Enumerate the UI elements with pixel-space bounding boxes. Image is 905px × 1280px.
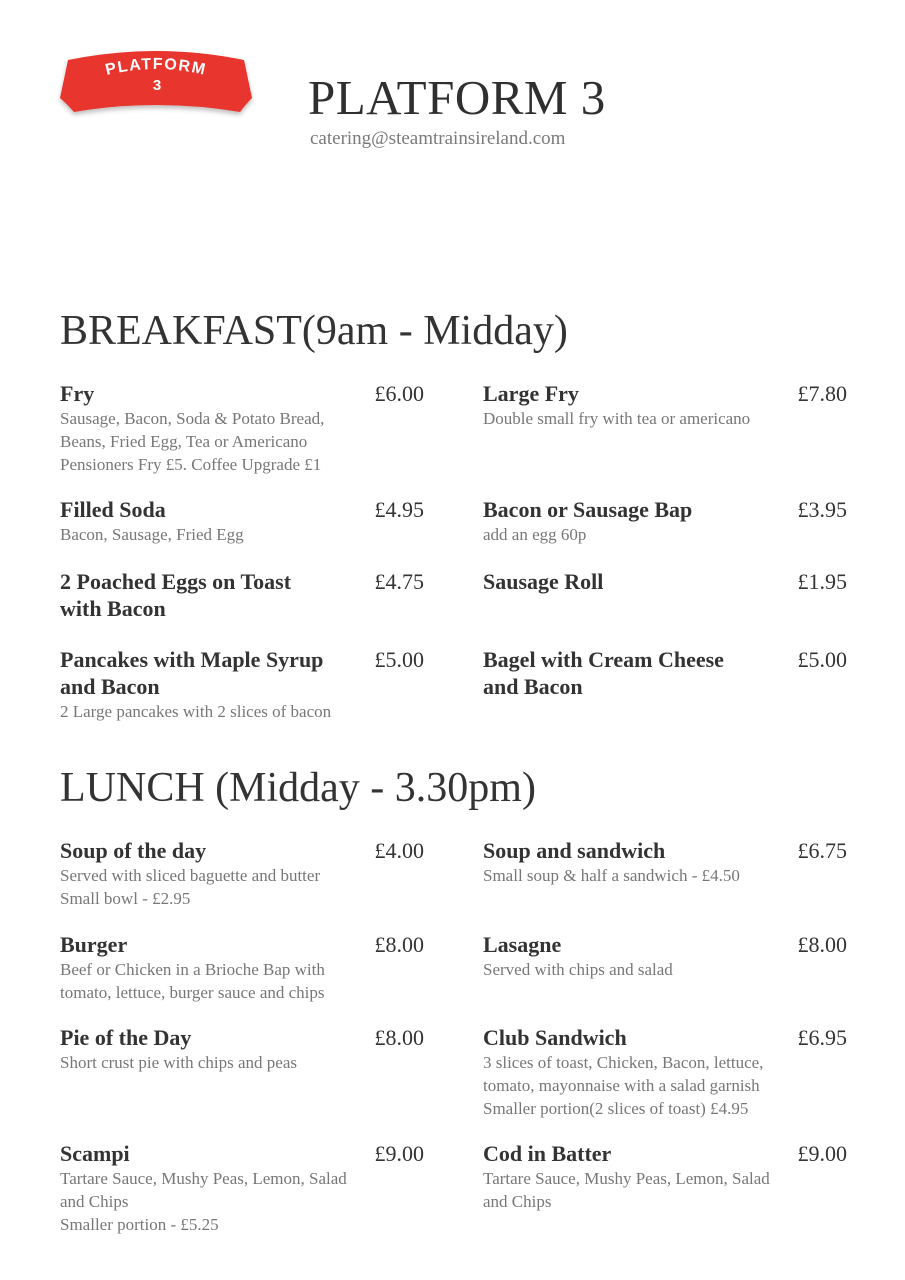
menu-item-price: £4.00 bbox=[374, 838, 424, 863]
menu-item-name: Pancakes with Maple Syrup and Bacon bbox=[60, 647, 324, 699]
menu-item-price: £6.95 bbox=[797, 1025, 847, 1050]
menu-item bbox=[60, 1024, 424, 1074]
menu-item-price: £9.00 bbox=[374, 1141, 424, 1166]
menu-item-description: and Chips bbox=[60, 1192, 129, 1211]
menu-item-price: £8.00 bbox=[374, 932, 424, 957]
menu-item-name: Filled Soda bbox=[60, 497, 166, 522]
page-title: PLATFORM 3 bbox=[308, 70, 606, 125]
menu-item-name: Soup and sandwich bbox=[483, 838, 666, 863]
menu-item-name: Fry bbox=[60, 381, 95, 406]
menu-item-description: Smaller portion - £5.25 bbox=[60, 1215, 219, 1234]
menu-item-name: Pie of the Day bbox=[60, 1025, 192, 1050]
svg-text:3: 3 bbox=[152, 77, 162, 94]
breakfast-heading: BREAKFAST(9am - Midday) bbox=[60, 308, 568, 354]
menu-item-price: £3.95 bbox=[797, 497, 847, 522]
menu-item-name: Lasagne bbox=[483, 932, 562, 957]
menu-item bbox=[60, 568, 424, 622]
menu-item-description: Smaller portion(2 slices of toast) £4.95 bbox=[483, 1099, 749, 1118]
svg-text:PLATFORM: PLATFORM bbox=[103, 55, 209, 79]
menu-item-description: Tartare Sauce, Mushy Peas, Lemon, Salad bbox=[483, 1169, 770, 1188]
contact-email: catering@steamtrainsireland.com bbox=[310, 128, 566, 149]
menu-item-name: 2 Poached Eggs on Toast with Bacon bbox=[60, 569, 292, 621]
menu-item-description: Tartare Sauce, Mushy Peas, Lemon, Salad bbox=[60, 1169, 347, 1188]
menu-item-description: and Chips bbox=[483, 1192, 552, 1211]
menu-item-description: add an egg 60p bbox=[483, 525, 587, 544]
menu-item-description: tomato, mayonnaise with a salad garnish bbox=[483, 1076, 760, 1095]
menu-item bbox=[483, 380, 847, 430]
menu-item-description: 3 slices of toast, Chicken, Bacon, lettuce, bbox=[483, 1053, 764, 1072]
menu-item-description: Beef or Chicken in a Brioche Bap with bbox=[60, 960, 325, 979]
menu-item-price: £6.00 bbox=[374, 381, 424, 406]
menu-item-price: £8.00 bbox=[797, 932, 847, 957]
menu-item-name: Cod in Batter bbox=[483, 1141, 612, 1166]
menu-item bbox=[60, 931, 424, 1004]
menu-item-description: Served with sliced baguette and butter bbox=[60, 866, 321, 885]
menu-item-name: Soup of the day bbox=[60, 838, 207, 863]
menu-item-price: £8.00 bbox=[374, 1025, 424, 1050]
menu-item bbox=[483, 931, 847, 981]
menu-item-description: 2 Large pancakes with 2 slices of bacon bbox=[60, 702, 332, 721]
menu-item-price: £4.95 bbox=[374, 497, 424, 522]
menu-item-description: Bacon, Sausage, Fried Egg bbox=[60, 525, 244, 544]
menu-item-price: £9.00 bbox=[797, 1141, 847, 1166]
logo-badge-icon bbox=[58, 46, 254, 124]
lunch-heading: LUNCH (Midday - 3.30pm) bbox=[60, 765, 536, 811]
menu-item-name: Scampi bbox=[60, 1141, 130, 1166]
menu-item-description: Served with chips and salad bbox=[483, 960, 673, 979]
menu-item-description: Double small fry with tea or americano bbox=[483, 409, 751, 428]
menu-item bbox=[483, 1024, 847, 1120]
menu-item-name: Bacon or Sausage Bap bbox=[483, 497, 693, 522]
menu-item-name: Bagel with Cream Cheese and Bacon bbox=[483, 647, 724, 699]
menu-item-name: Burger bbox=[60, 932, 128, 957]
menu-item-name: Large Fry bbox=[483, 381, 579, 406]
platform-3-logo bbox=[58, 46, 254, 124]
menu-item bbox=[483, 568, 847, 595]
menu-item-price: £7.80 bbox=[797, 381, 847, 406]
menu-item-description: Sausage, Bacon, Soda & Potato Bread, bbox=[60, 409, 325, 428]
menu-item-price: £1.95 bbox=[797, 569, 847, 594]
menu-item bbox=[60, 496, 424, 546]
menu-item-description: Pensioners Fry £5. Coffee Upgrade £1 bbox=[60, 455, 322, 474]
menu-item bbox=[483, 496, 847, 546]
menu-item bbox=[60, 837, 424, 910]
menu-item-description: Beans, Fried Egg, Tea or Americano bbox=[60, 432, 308, 451]
menu-item-price: £5.00 bbox=[797, 647, 847, 672]
menu-item bbox=[60, 1140, 424, 1236]
menu-item-price: £6.75 bbox=[797, 838, 847, 863]
menu-item bbox=[483, 837, 847, 887]
menu-item-name: Sausage Roll bbox=[483, 569, 604, 594]
menu-item bbox=[483, 1140, 847, 1213]
menu-item-name: Club Sandwich bbox=[483, 1025, 627, 1050]
menu-item-description: Small bowl - £2.95 bbox=[60, 889, 191, 908]
menu-item-price: £4.75 bbox=[374, 569, 424, 594]
menu-item bbox=[483, 646, 847, 700]
menu-item-description: tomato, lettuce, burger sauce and chips bbox=[60, 983, 325, 1002]
menu-item bbox=[60, 380, 424, 476]
menu-item bbox=[60, 646, 424, 723]
menu-item-description: Short crust pie with chips and peas bbox=[60, 1053, 298, 1072]
menu-item-description: Small soup & half a sandwich - £4.50 bbox=[483, 866, 740, 885]
menu-item-price: £5.00 bbox=[374, 647, 424, 672]
